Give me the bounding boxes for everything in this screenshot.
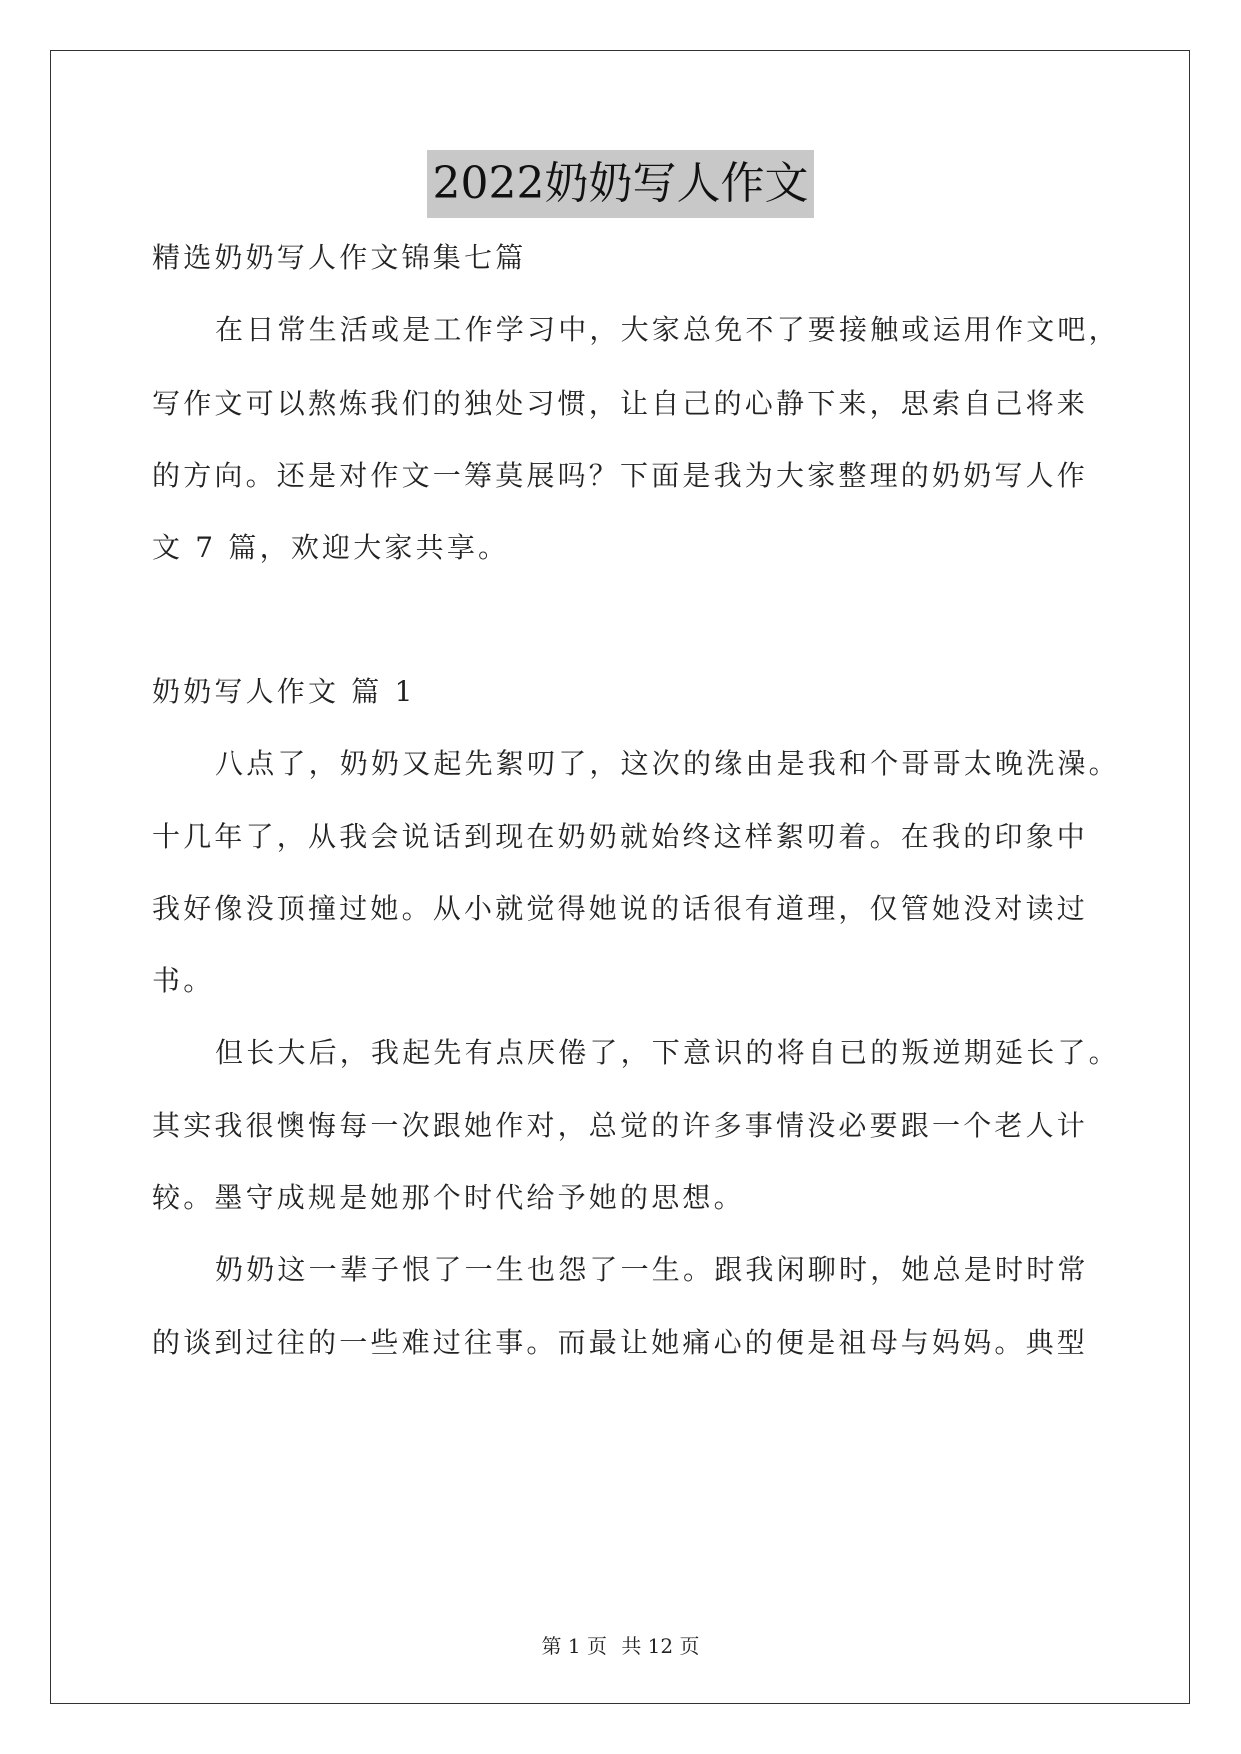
page-total: 共 12 页: [621, 1634, 700, 1658]
document-title: 2022奶奶写人作文: [427, 150, 815, 218]
subtitle-line: 精选奶奶写人作文锦集七篇: [152, 241, 527, 274]
page-border: [50, 50, 1190, 1704]
page-footer: [0, 1630, 1241, 1659]
paragraph-line: 较。墨守成规是她那个时代给予她的思想。: [152, 1181, 745, 1214]
paragraph-line: 文 7 篇，欢迎大家共享。: [152, 531, 510, 564]
page-number: 第 1 页: [541, 1634, 607, 1658]
title-container: [0, 150, 1241, 218]
paragraph-line: 其实我很懊悔每一次跟她作对，总觉的许多事情没必要跟一个老人计: [152, 1109, 1089, 1142]
paragraph-line: 我好像没顶撞过她。从小就觉得她说的话很有道理，仅管她没对读过: [152, 892, 1089, 925]
paragraph-line: 十几年了，从我会说话到现在奶奶就始终这样絮叨着。在我的印象中: [152, 820, 1089, 853]
paragraph-line: 八点了，奶奶又起先絮叨了，这次的缘由是我和个哥哥太晚洗澡。: [215, 747, 1120, 780]
paragraph-line: 写作文可以熬炼我们的独处习惯，让自己的心静下来，思索自己将来: [152, 387, 1089, 420]
paragraph-line: 的谈到过往的一些难过往事。而最让她痛心的便是祖母与妈妈。典型: [152, 1326, 1089, 1359]
paragraph-line: 书。: [152, 964, 215, 997]
paragraph-line: 的方向。还是对作文一筹莫展吗？下面是我为大家整理的奶奶写人作: [152, 459, 1089, 492]
section-heading: 奶奶写人作文 篇 1: [152, 675, 416, 708]
paragraph-line: 在日常生活或是工作学习中，大家总免不了要接触或运用作文吧，: [215, 313, 1120, 346]
paragraph-line: 奶奶这一辈子恨了一生也怨了一生。跟我闲聊时，她总是时时常: [215, 1253, 1089, 1286]
paragraph-line: 但长大后，我起先有点厌倦了，下意识的将自已的叛逆期延长了。: [215, 1036, 1120, 1069]
